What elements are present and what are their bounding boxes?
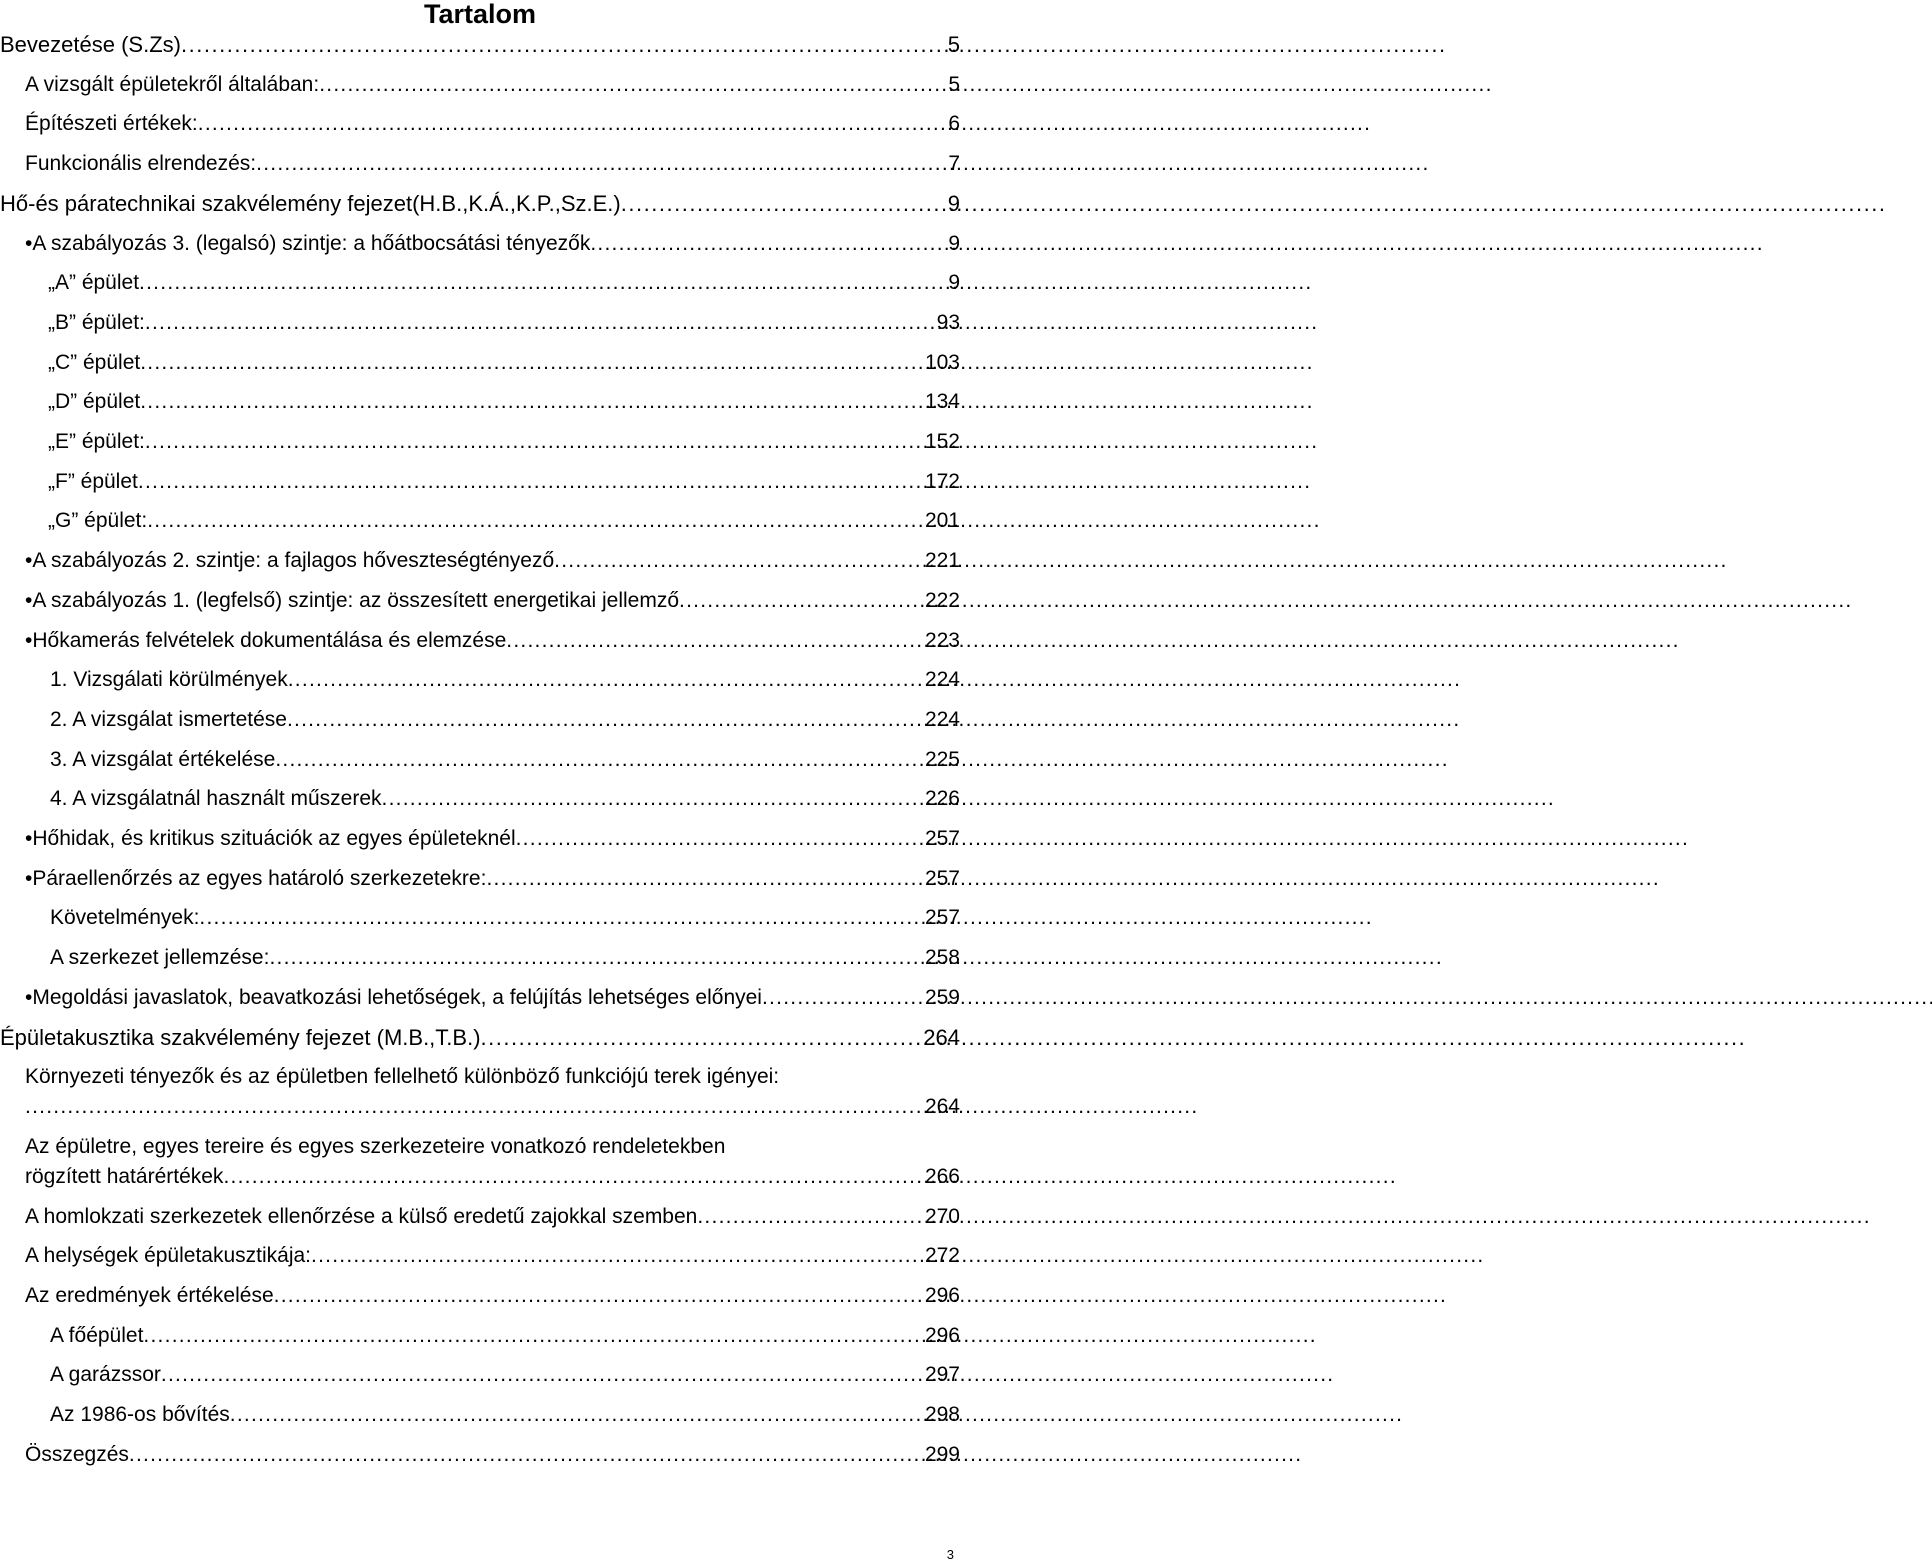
dot-leader <box>181 30 946 60</box>
toc-entry-page: 258 <box>924 946 960 970</box>
toc-entry-page: 225 <box>924 747 960 771</box>
toc-entry-title-continuation: rögzített határértékek <box>25 1164 224 1188</box>
toc-entry-title: A szerkezet jellemzése: <box>50 946 270 970</box>
dot-leader <box>256 149 946 179</box>
toc-entry-title: 3. A vizsgálat értékelése <box>50 747 276 771</box>
toc-entry-page: 257 <box>924 906 960 930</box>
toc-entry-title: A szabályozás 2. szintje: a fajlagos hőveszteségtényező <box>32 549 555 573</box>
toc-entry-page: 257 <box>924 866 960 890</box>
dot-leader <box>621 189 946 219</box>
toc-entry-title: Az épületre, egyes tereire és egyes szerkezeteire vonatkozó rendeletekben <box>25 1134 726 1158</box>
toc-entry-title: „D” épület <box>48 390 141 414</box>
dot-leader <box>161 1360 923 1390</box>
toc-entry-page: 299 <box>924 1442 960 1466</box>
toc-entry-title: A szabályozás 3. (legalsó) szintje: a hőátbocsátási tényezők <box>32 231 591 255</box>
toc-entry-page: 201 <box>924 509 960 533</box>
dot-leader <box>25 1092 923 1122</box>
toc-entry-title: A helységek épületakusztikája: <box>25 1244 312 1268</box>
toc-entry-page: 224 <box>924 707 960 731</box>
toc-entry-page: 103 <box>924 350 960 374</box>
bullet-icon: • <box>25 827 33 850</box>
page-title: Tartalom <box>423 0 537 29</box>
toc-entry-title: „G” épület: <box>48 509 148 533</box>
toc-entry-title: Összegzés <box>25 1442 129 1466</box>
bullet-icon: • <box>25 588 33 612</box>
toc-entry-title: A szabályozás 1. (legfelső) szintje: az összesített energetikai jellemző <box>32 588 680 612</box>
toc-entry-page: 270 <box>924 1204 960 1228</box>
dot-leader <box>139 268 946 298</box>
toc-entry-page: 9 <box>948 271 960 295</box>
dot-leader <box>762 983 923 1013</box>
dot-leader <box>223 1162 923 1192</box>
dot-leader <box>486 864 923 894</box>
toc-entry-page: 266 <box>924 1164 960 1188</box>
toc-entry-page: 6 <box>948 112 960 136</box>
dot-leader <box>198 109 947 139</box>
dot-leader <box>129 1440 923 1470</box>
toc-entry-page: 296 <box>924 1323 960 1347</box>
dot-leader <box>275 745 923 775</box>
toc-entry-page: 152 <box>924 430 960 453</box>
dot-leader <box>147 506 923 536</box>
toc-entry-title: Épületakusztika szakvélemény fejezet (M.B.,T.B.) <box>0 1024 481 1050</box>
toc-entry-title: „B” épület: <box>48 310 145 334</box>
toc-entry-title: Hő-és páratechnikai szakvélemény fejezet(H.B.,K.Á.,K.P.,Sz.E.) <box>0 190 621 216</box>
dot-leader <box>287 705 923 735</box>
bullet-icon: • <box>25 628 33 652</box>
toc-entry-page: 7 <box>948 152 960 176</box>
dot-leader <box>138 467 923 497</box>
dot-leader <box>269 943 923 973</box>
toc-entry-page: 297 <box>924 1363 960 1387</box>
bullet-icon: • <box>25 866 33 890</box>
bullet-icon: • <box>25 549 33 573</box>
toc-entry-page: 9 <box>947 190 960 216</box>
dot-leader <box>311 1241 923 1271</box>
dot-leader <box>382 784 923 814</box>
toc-entry-page: 221 <box>924 549 960 573</box>
dot-leader <box>679 586 923 616</box>
toc-entry-page: 5 <box>947 32 960 57</box>
toc-entry-title: A garázssor <box>50 1363 161 1387</box>
dot-leader <box>143 1321 923 1351</box>
dot-leader <box>516 824 923 854</box>
toc-entry-title: A főépület <box>50 1323 144 1347</box>
toc-entry-title: Bevezetése (S.Zs) <box>0 32 181 57</box>
dot-leader <box>554 546 923 576</box>
toc-entry-title: Követelmények: <box>50 906 200 930</box>
toc-entry-title: A vizsgált épületekről általában: <box>25 72 320 96</box>
dot-leader <box>140 387 923 417</box>
toc-entry-page: 298 <box>924 1403 960 1427</box>
dot-leader <box>481 1023 922 1053</box>
toc-entry-page: 226 <box>924 787 960 811</box>
dot-leader <box>288 665 923 695</box>
bullet-icon: • <box>25 231 33 255</box>
dot-leader <box>697 1202 923 1232</box>
dot-leader <box>274 1281 923 1311</box>
toc-entry-title: 2. A vizsgálat ismertetése <box>50 707 287 731</box>
toc-entry-page: 222 <box>924 588 960 612</box>
toc-entry-title: Az eredmények értékelése <box>25 1284 274 1307</box>
toc-entry-page: 264 <box>923 1024 960 1050</box>
toc-entry-page: 93 <box>936 310 960 334</box>
toc-entry-title: Hőkamerás felvételek dokumentálása és elemzése <box>32 628 507 652</box>
dot-leader <box>230 1400 923 1430</box>
toc-entry-title: Hőhidak, és kritikus szituációk az egyes épületeknél <box>32 827 516 850</box>
toc-entry-page: 5 <box>948 72 960 96</box>
toc-entry-title: „C” épület <box>48 350 141 374</box>
toc-entry-title: Páraellenőrzés az egyes határoló szerkezetekre: <box>32 866 487 890</box>
toc-entry-page: 296 <box>924 1284 960 1307</box>
toc-entry-title: Az 1986-os bővítés <box>50 1403 230 1427</box>
dot-leader <box>590 229 946 259</box>
toc-entry-page: 259 <box>924 985 960 1009</box>
toc-entry-title: Funkcionális elrendezés: <box>25 152 257 176</box>
dot-leader <box>199 903 923 933</box>
page-number: 3 <box>946 1547 954 1562</box>
toc-entry-page: 272 <box>924 1244 960 1268</box>
toc-entry-title: 1. Vizsgálati körülmények <box>50 668 288 692</box>
toc-entry-title: 4. A vizsgálatnál használt műszerek <box>50 787 382 811</box>
toc-entry-page: 134 <box>924 390 960 414</box>
dot-leader <box>319 70 946 100</box>
toc-entry-title: „A” épület <box>48 271 140 295</box>
toc-entry-title: „E” épület: <box>48 430 145 453</box>
toc-entry-title: A homlokzati szerkezetek ellenőrzése a külső eredetű zajokkal szemben <box>25 1204 698 1228</box>
toc-entry-page: 224 <box>924 668 960 692</box>
toc-entry-title: „F” épület <box>48 469 138 493</box>
toc-entry-title: Építészeti értékek: <box>25 112 198 136</box>
dot-leader <box>145 427 923 457</box>
toc-entry-page: 257 <box>924 827 960 850</box>
toc-entry-page: 9 <box>948 231 960 255</box>
bullet-icon: • <box>25 985 33 1009</box>
toc-entry-title: Megoldási javaslatok, beavatkozási lehetőségek, a felújítás lehetséges előnyei <box>32 985 762 1009</box>
toc-entry-page: 172 <box>924 469 960 493</box>
dot-leader <box>140 348 923 378</box>
dot-leader <box>506 626 923 656</box>
toc-entry-page: 264 <box>924 1095 960 1119</box>
toc-entry-page: 223 <box>924 628 960 652</box>
toc-entry-title: Környezeti tényezők és az épületben fellelhető különböző funkciójú terek igényei: <box>25 1065 780 1089</box>
dot-leader <box>145 308 935 338</box>
